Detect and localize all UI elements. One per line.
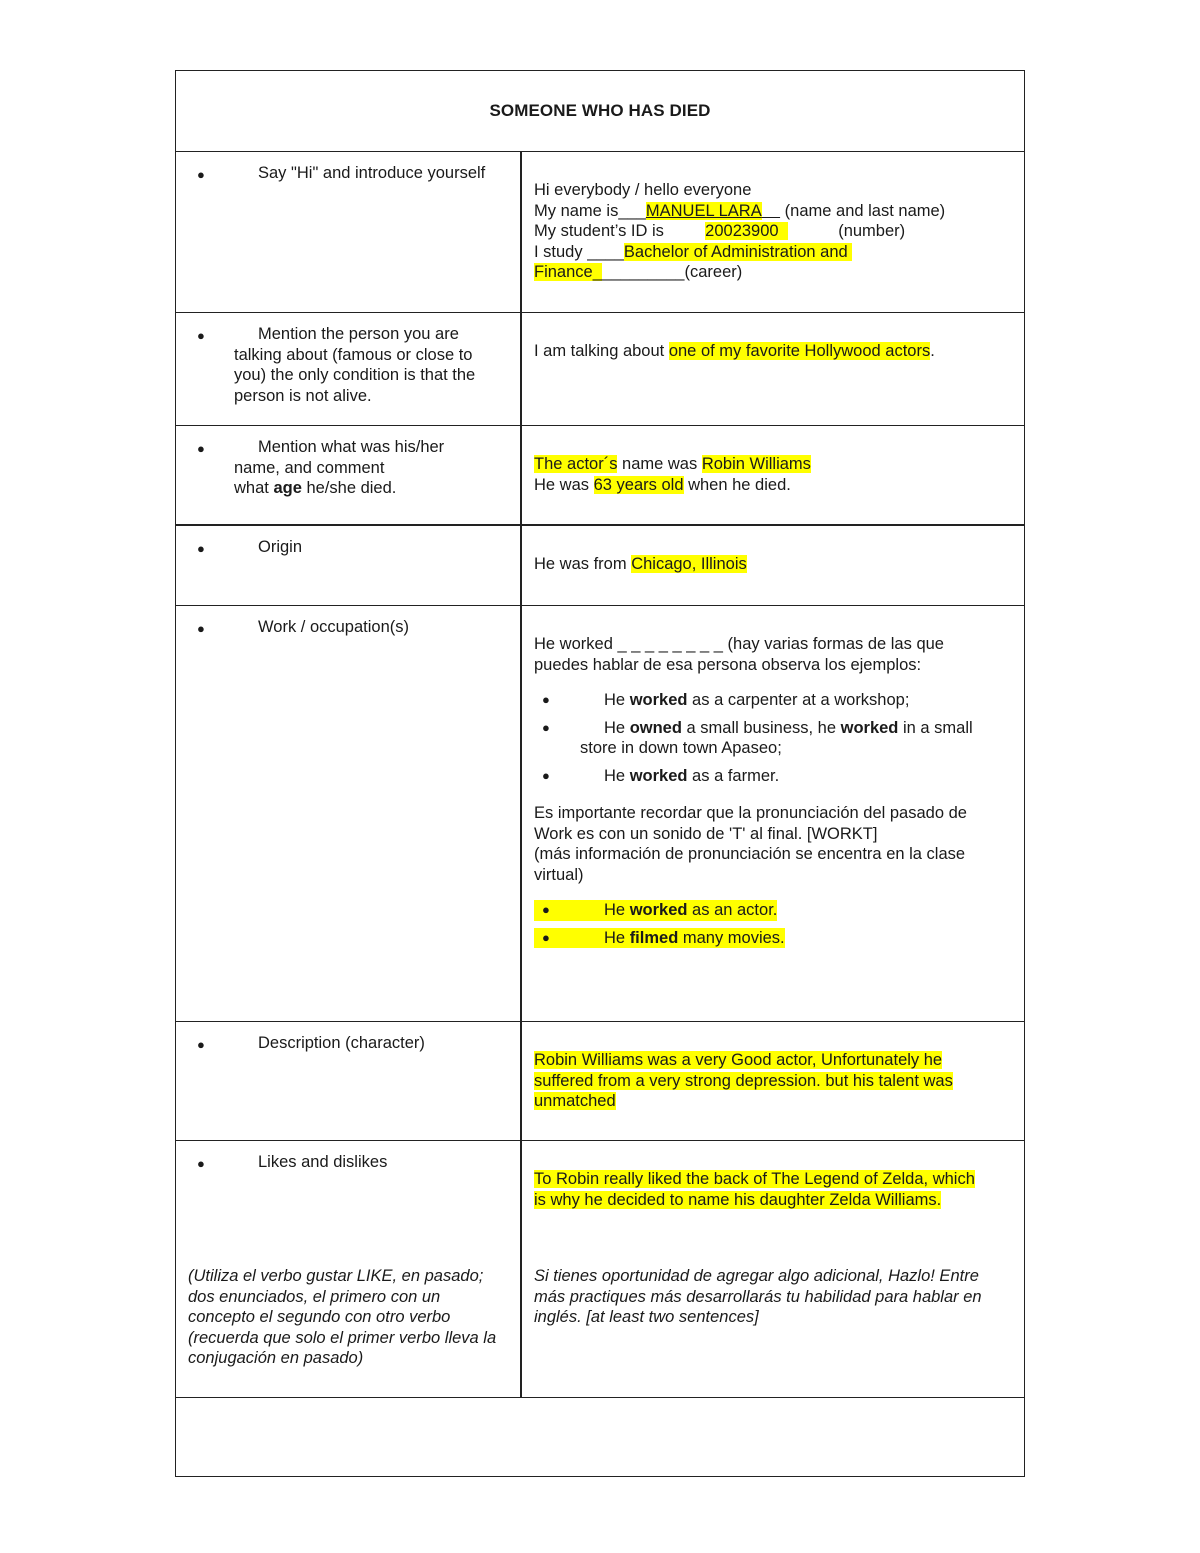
title-row bbox=[176, 71, 1024, 152]
actor-name-line: The actor´s name was Robin Williams bbox=[534, 455, 811, 473]
list-item: ● He worked as a carpenter at a workshop; bbox=[542, 691, 910, 709]
answer-cell-description bbox=[520, 1022, 1024, 1140]
page-title: SOMEONE WHO HAS DIED bbox=[489, 101, 711, 120]
bullet-icon: ● bbox=[197, 441, 205, 456]
answer-work bbox=[534, 634, 994, 955]
person-value: one of my favorite Hollywood actors bbox=[668, 342, 931, 360]
list-item: ● He worked as a farmer. bbox=[542, 766, 780, 785]
row-intro bbox=[176, 152, 1024, 313]
bullet-icon: ● bbox=[197, 541, 205, 556]
prompt-cell-origin bbox=[176, 526, 520, 605]
prompt-name-line3: what age he/she died. bbox=[234, 479, 397, 497]
bullet-icon: ● bbox=[197, 621, 205, 636]
prompt-likes: Likes and dislikes bbox=[258, 1153, 388, 1171]
prompt-origin: Origin bbox=[258, 538, 303, 556]
prompt-cell-likes bbox=[176, 1141, 520, 1397]
row-likes bbox=[176, 1141, 1024, 1398]
origin-value: Chicago, Illinois bbox=[631, 555, 747, 573]
pronunciation-note-2: (más información de pronunciación se encentra en la clase virtual) bbox=[534, 845, 966, 884]
work-intro: He worked _ _ _ _ _ _ _ _ (hay varias formas de las que puedes hablar de esa persona observa los ejemplos: bbox=[534, 635, 944, 674]
answer-origin: He was from Chicago, Illinois bbox=[534, 555, 747, 573]
id-line: My student’s ID is 20023900 (number) bbox=[534, 222, 906, 240]
answer-name bbox=[534, 454, 994, 495]
answer-cell-likes bbox=[520, 1141, 1024, 1397]
row-description bbox=[176, 1022, 1024, 1141]
prompt-cell-intro bbox=[176, 152, 520, 312]
answer-likes: To Robin really liked the back of The Legend of Zelda, which is why he decided to name his daughter Zelda Williams. bbox=[534, 1170, 975, 1209]
pronunciation-note: Es importante recordar que la pronunciación del pasado de Work es con un sonido de 'T' al final. [WORKT] bbox=[534, 804, 967, 843]
worksheet-table bbox=[175, 70, 1025, 1477]
bullet-icon: ● bbox=[542, 929, 550, 945]
prompt-cell-work bbox=[176, 606, 520, 1021]
id-value: 20023900 bbox=[705, 222, 779, 240]
name-value: MANUEL LARA bbox=[645, 201, 762, 220]
answer-cell-name bbox=[520, 426, 1024, 524]
study-value: Bachelor of Administration and bbox=[623, 242, 848, 261]
row-origin bbox=[176, 526, 1024, 606]
prompt-person: Mention the person you are talking about (famous or close to you) the only condition is that the person is not alive. bbox=[234, 325, 476, 405]
prompt-work: Work / occupation(s) bbox=[258, 618, 409, 636]
answer-intro bbox=[534, 180, 994, 283]
answer-person: I am talking about one of my favorite Hollywood actors. bbox=[534, 342, 935, 360]
answer-cell-intro bbox=[520, 152, 1024, 312]
prompt-intro: Say "Hi" and introduce yourself bbox=[258, 164, 486, 182]
answer-item: ● He worked as an actor. bbox=[534, 900, 789, 921]
row-person bbox=[176, 313, 1024, 426]
bullet-icon: ● bbox=[197, 1156, 205, 1171]
name-line: My name is___MANUEL LARA (name and last name) bbox=[534, 201, 946, 220]
bullet-icon: ● bbox=[197, 328, 205, 343]
bullet-icon: ● bbox=[542, 902, 550, 917]
list-item: ● He owned a small business, he worked in a small store in down town Apaseo; bbox=[542, 718, 973, 757]
bullet-icon: ● bbox=[197, 167, 205, 182]
actor-name-value: Robin Williams bbox=[701, 455, 811, 473]
prompt-description: Description (character) bbox=[258, 1034, 425, 1052]
age-line: He was 63 years old when he died. bbox=[534, 475, 791, 494]
greeting-line: Hi everybody / hello everyone bbox=[534, 181, 752, 199]
study-line-2: Finance__________(career) bbox=[534, 263, 743, 281]
prompt-cell-name bbox=[176, 426, 520, 524]
row-empty bbox=[176, 1398, 1024, 1476]
row-work bbox=[176, 606, 1024, 1022]
prompt-cell-description bbox=[176, 1022, 520, 1140]
answer-cell-person bbox=[520, 313, 1024, 425]
answer-item: ● He filmed many movies. bbox=[534, 928, 799, 949]
prompt-name: Mention what was his/her name, and comment what age he/she died. bbox=[234, 437, 494, 499]
prompt-cell-person bbox=[176, 313, 520, 425]
bullet-icon: ● bbox=[542, 719, 550, 735]
answer-description: Robin Williams was a very Good actor, Unfortunately he suffered from a very strong depression. but his talent was unmatched bbox=[534, 1051, 953, 1110]
bullet-icon: ● bbox=[542, 767, 550, 783]
answer-cell-work bbox=[520, 606, 1024, 1021]
likes-instructions: (Utiliza el verbo gustar LIKE, en pasado; dos enunciados, el primero con un concepto el segundo con otro verbo (recuerda que solo el primer verbo lleva la conjugación en pasado) bbox=[188, 1267, 497, 1367]
bullet-icon: ● bbox=[542, 692, 550, 707]
answer-cell-origin bbox=[520, 526, 1024, 605]
row-name bbox=[176, 426, 1024, 526]
study-line: I study ____Bachelor of Administration and bbox=[534, 242, 994, 263]
age-value: 63 years old bbox=[593, 475, 684, 494]
extra-instructions: Si tienes oportunidad de agregar algo adicional, Hazlo! Entre más practiques más desarrollarás tu habilidad para hablar en inglés. [at least two sentences] bbox=[534, 1267, 982, 1326]
bullet-icon: ● bbox=[197, 1037, 205, 1052]
